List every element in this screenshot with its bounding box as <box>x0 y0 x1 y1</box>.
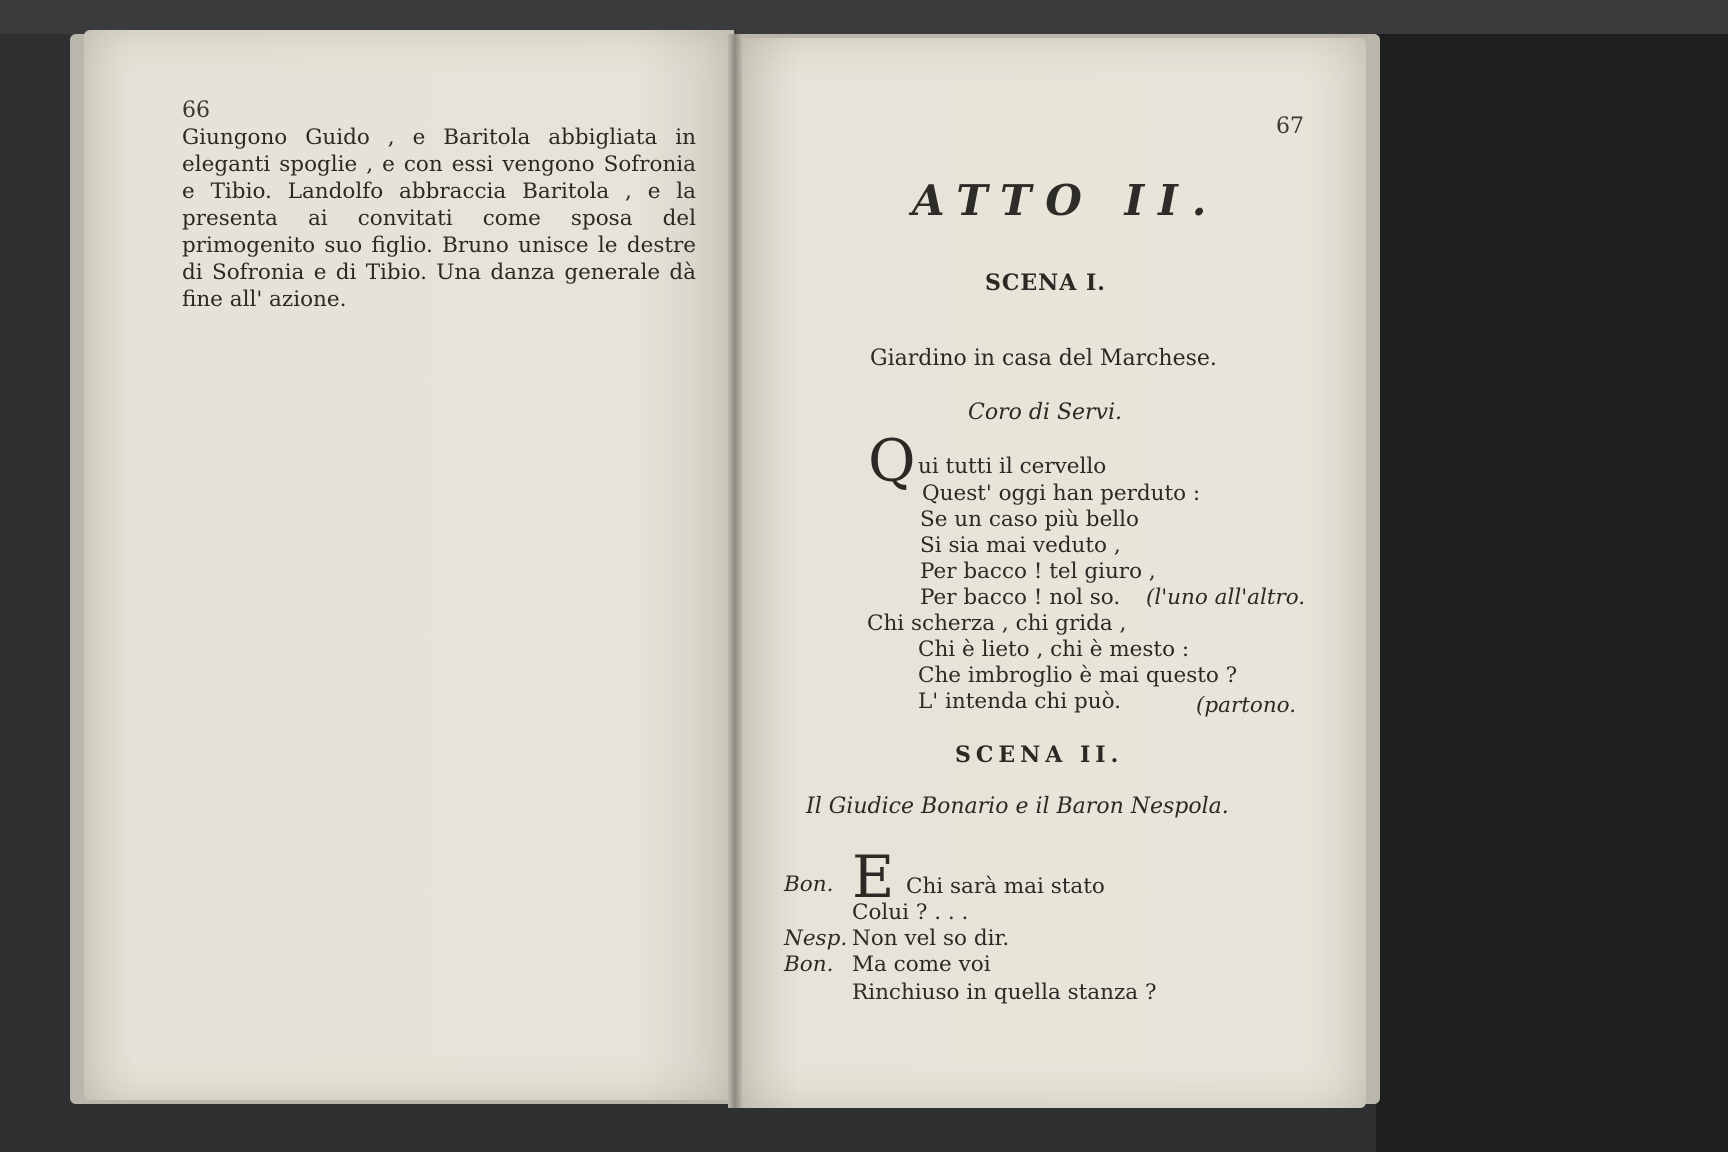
verse-line: Chi scherza , chi grida , <box>867 611 1127 636</box>
backdrop-top <box>0 0 1728 34</box>
drop-cap-e: E <box>852 843 895 911</box>
backdrop-right <box>1376 34 1728 1152</box>
verse-line: ui tutti il cervello <box>918 454 1107 479</box>
verse-line: Che imbroglio è mai questo ? <box>918 663 1238 688</box>
chorus-heading: Coro di Servi. <box>968 400 1123 425</box>
dialogue-line: Ma come voi <box>852 952 991 977</box>
drop-cap-q: Q <box>868 427 916 495</box>
verse-line: Per bacco ! tel giuro , <box>920 559 1156 584</box>
dialogue-line: Chi sarà mai stato <box>906 874 1105 899</box>
book-gutter <box>728 34 742 1108</box>
speaker-label: Nesp. <box>784 926 848 951</box>
act-title: ATTO II. <box>912 176 1221 225</box>
scene-1-setting: Giardino in casa del Marchese. <box>870 346 1217 371</box>
speaker-label: Bon. <box>784 952 834 977</box>
dialogue-line: Colui ? . . . <box>852 900 969 925</box>
scene-1-heading: SCENA I. <box>985 270 1106 296</box>
closing-stage-direction: Giungono Guido , e Baritola abbigliata in eleganti spoglie , e con essi vengono Sofronia e Tibio. Landolfo abbraccia Baritola , e la presenta ai convitati come sposa del primogenito suo figlio. Bruno unisce le destre di Sofronia e di Tibio. Una danza generale dà fine all' azione. <box>182 125 696 312</box>
stage-direction-aside: (l'uno all'altro. <box>1146 585 1306 610</box>
scene-2-heading: SCENA II. <box>955 742 1124 768</box>
verse-line: Quest' oggi han perduto : <box>922 481 1201 506</box>
verse-line: Per bacco ! nol so. <box>920 585 1121 610</box>
speaker-label: Bon. <box>784 872 834 897</box>
verse-line: Se un caso più bello <box>920 507 1139 532</box>
verse-line: Chi è lieto , chi è mesto : <box>918 637 1190 662</box>
scene-2-characters: Il Giudice Bonario e il Baron Nespola. <box>806 794 1229 819</box>
verse-line: L' intenda chi può. <box>918 689 1121 714</box>
dialogue-line: Non vel so dir. <box>852 926 1010 951</box>
right-page-number: 67 <box>1276 114 1304 139</box>
dialogue-line: Rinchiuso in quella stanza ? <box>852 980 1157 1005</box>
verse-line: Si sia mai veduto , <box>920 533 1121 558</box>
left-page-number: 66 <box>182 98 210 123</box>
stage-direction-exit: (partono. <box>1196 693 1297 718</box>
